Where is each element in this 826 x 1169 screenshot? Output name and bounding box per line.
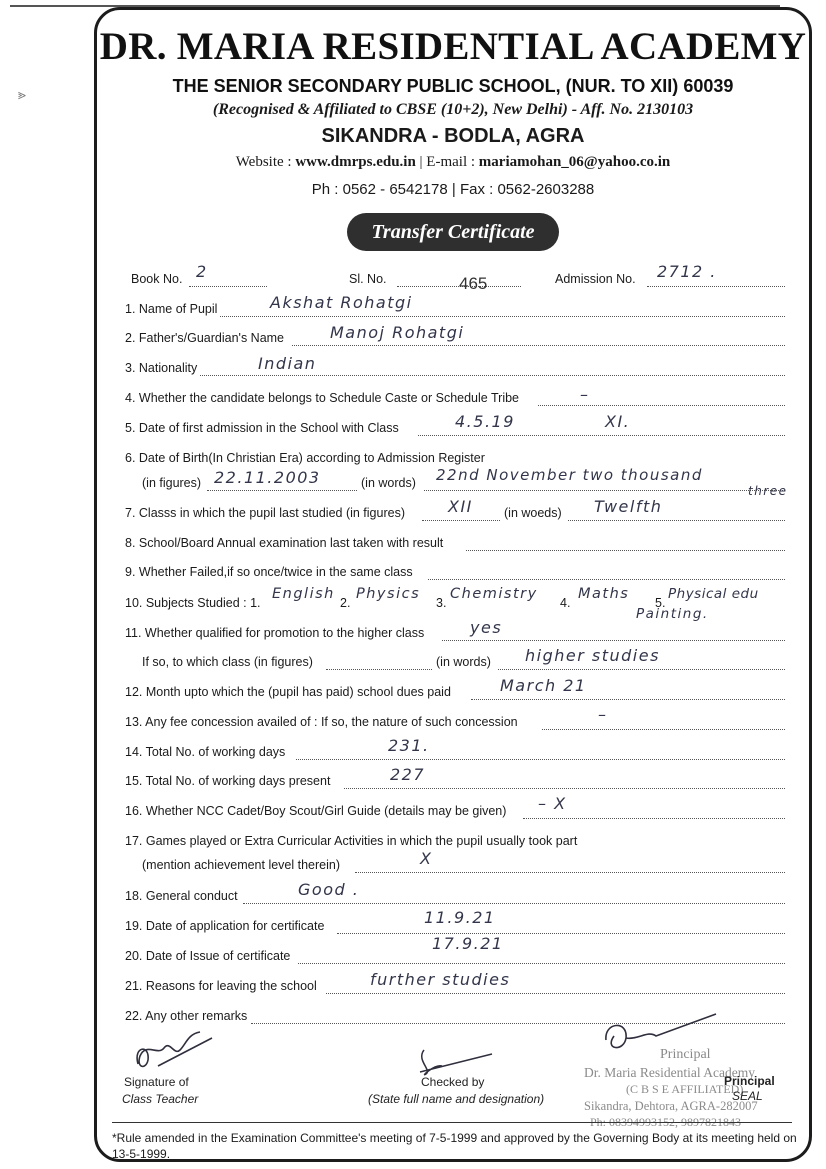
stamp-line-1: Principal bbox=[660, 1047, 711, 1062]
class-teacher-label-2: Class Teacher bbox=[122, 1092, 199, 1106]
school-code: 60039 bbox=[683, 76, 734, 96]
subject-4: Maths bbox=[578, 586, 630, 602]
email-value: mariamohan_06@yahoo.co.in bbox=[478, 154, 671, 170]
field-7-figures-value: XII bbox=[448, 497, 473, 516]
field-1-value: Akshat Rohatgi bbox=[270, 293, 413, 312]
field-4-value: – bbox=[580, 385, 590, 404]
school-contact-web bbox=[94, 154, 812, 171]
field-1-label: 1. Name of Pupil bbox=[125, 302, 218, 316]
subject-6: Painting. bbox=[636, 606, 709, 622]
field-11b-words-line bbox=[498, 669, 785, 670]
field-19-value: 11.9.21 bbox=[424, 908, 496, 927]
field-2-value: Manoj Rohatgi bbox=[330, 323, 465, 342]
field-7-figures-line bbox=[422, 520, 500, 521]
field-11b-figures-line bbox=[326, 669, 432, 670]
field-20-label: 20. Date of Issue of certificate bbox=[125, 949, 291, 963]
field-13-value: – bbox=[598, 705, 608, 724]
field-13-label: 13. Any fee concession availed of : If so, the nature of such concession bbox=[125, 715, 518, 729]
field-17-label: 17. Games played or Extra Curricular Activities in which the pupil usually took part bbox=[125, 834, 578, 848]
field-6-figures-label: (in figures) bbox=[142, 476, 202, 490]
field-3-value: Indian bbox=[258, 354, 317, 373]
field-4-label: 4. Whether the candidate belongs to Schedule Caste or Schedule Tribe bbox=[125, 391, 520, 405]
subject-1: English bbox=[272, 586, 335, 602]
field-17b-label: (mention achievement level therein) bbox=[142, 858, 341, 872]
field-5-class: XI. bbox=[605, 412, 631, 431]
field-6-label: 6. Date of Birth(In Christian Era) according to Admission Register bbox=[125, 451, 485, 465]
field-7-words-label: (in woeds) bbox=[504, 506, 562, 520]
field-8-label: 8. School/Board Annual examination last taken with result bbox=[125, 536, 444, 550]
principal-label: Principal bbox=[724, 1074, 775, 1088]
fax-value: | Fax : 0562-2603288 bbox=[451, 181, 595, 198]
field-7-words-value: Twelfth bbox=[594, 497, 663, 516]
school-location: SIKANDRA - BODLA, AGRA bbox=[321, 125, 585, 147]
field-11b-words-label: (in words) bbox=[436, 655, 491, 669]
subject-2-number: 2. bbox=[340, 596, 351, 610]
field-4-line bbox=[538, 405, 785, 406]
field-12-label: 12. Month upto which the (pupil has paid) school dues paid bbox=[125, 685, 451, 699]
field-14-line bbox=[296, 759, 785, 760]
email-label: | E-mail : bbox=[419, 154, 476, 170]
field-5-label: 5. Date of first admission in the School with Class bbox=[125, 421, 399, 435]
field-12-value: March 21 bbox=[500, 676, 587, 695]
footer-divider bbox=[112, 1122, 792, 1123]
field-16-value: – X bbox=[538, 794, 567, 813]
school-contact-phone bbox=[94, 181, 812, 198]
field-21-value: further studies bbox=[370, 970, 511, 989]
field-10-label: 10. Subjects Studied : 1. bbox=[125, 596, 261, 610]
field-17-value: X bbox=[420, 849, 433, 868]
field-6-words-line bbox=[424, 490, 785, 491]
sl-no-label: Sl. No. bbox=[349, 272, 387, 286]
field-16-line bbox=[523, 818, 785, 819]
state-name-label: (State full name and designation) bbox=[368, 1092, 545, 1106]
field-18-value: Good . bbox=[298, 880, 360, 899]
footer-rule-note: *Rule amended in the Examination Committee's meeting of 7-5-1999 and approved by the Governing Body at its meeting held on 13-5-1999. bbox=[112, 1131, 797, 1161]
book-no-value: 2 bbox=[196, 262, 208, 281]
admission-no-line bbox=[647, 286, 785, 287]
field-11b-words-value: higher studies bbox=[525, 646, 660, 665]
field-20-line bbox=[298, 963, 785, 964]
field-6-words-value: 22nd November two thousand bbox=[436, 466, 703, 484]
field-15-value: 227 bbox=[390, 765, 426, 784]
field-8-line bbox=[466, 550, 785, 551]
field-2-line bbox=[292, 345, 785, 346]
field-2-label: 2. Father's/Guardian's Name bbox=[125, 331, 285, 345]
field-14-value: 231. bbox=[388, 736, 430, 755]
school-subtitle-text: THE SENIOR SECONDARY PUBLIC SCHOOL, (NUR. TO XII) bbox=[172, 76, 679, 96]
field-20-value: 17.9.21 bbox=[432, 934, 504, 953]
book-no-label: Book No. bbox=[131, 272, 183, 286]
book-no-line bbox=[189, 286, 267, 287]
subject-5-number: 5. bbox=[655, 596, 666, 610]
field-18-line bbox=[243, 903, 785, 904]
school-name: DR. MARIA RESIDENTIAL ACADEMY bbox=[99, 25, 807, 68]
field-7-words-line bbox=[568, 520, 785, 521]
field-19-line bbox=[337, 933, 785, 934]
field-9-line bbox=[428, 579, 785, 580]
field-11-label: 11. Whether qualified for promotion to the higher class bbox=[125, 626, 425, 640]
class-teacher-signature bbox=[128, 1026, 218, 1076]
school-subtitle bbox=[94, 76, 812, 97]
field-1-line bbox=[220, 316, 785, 317]
field-19-label: 19. Date of application for certificate bbox=[125, 919, 325, 933]
subject-3-number: 3. bbox=[436, 596, 447, 610]
stamp-line-2: Dr. Maria Residential Academy bbox=[584, 1065, 755, 1080]
field-7-label: 7. Classs in which the pupil last studied (in figures) bbox=[125, 506, 405, 520]
field-13-line bbox=[542, 729, 785, 730]
field-3-line bbox=[200, 375, 785, 376]
field-6-words-continued: three bbox=[748, 484, 788, 498]
admission-no-value: 2712 . bbox=[657, 262, 717, 281]
scan-mark: ⪢ bbox=[18, 86, 26, 102]
website-value: www.dmrps.edu.in bbox=[295, 154, 416, 170]
field-17-line bbox=[355, 872, 785, 873]
field-22-label: 22. Any other remarks bbox=[125, 1009, 248, 1023]
field-6-figures-value: 22.11.2003 bbox=[214, 468, 321, 487]
checked-by-label: Checked by bbox=[421, 1075, 485, 1089]
field-15-label: 15. Total No. of working days present bbox=[125, 774, 331, 788]
field-16-label: 16. Whether NCC Cadet/Boy Scout/Girl Guide (details may be given) bbox=[125, 804, 507, 818]
field-6-figures-line bbox=[207, 490, 357, 491]
website-label: Website : bbox=[235, 154, 292, 170]
subject-2: Physics bbox=[356, 586, 421, 602]
certificate-title: Transfer Certificate bbox=[347, 213, 559, 251]
field-5-date: 4.5.19 bbox=[455, 412, 515, 431]
sl-no-value: 465 bbox=[459, 274, 488, 293]
stamp-line-3: (C B S E AFFILIATED) bbox=[626, 1082, 744, 1096]
field-18-label: 18. General conduct bbox=[125, 889, 238, 903]
field-11-line bbox=[442, 640, 785, 641]
field-15-line bbox=[344, 788, 785, 789]
field-6-words-label: (in words) bbox=[361, 476, 416, 490]
stamp-line-4: Sikandra, Dehtora, AGRA-282007 bbox=[584, 1099, 758, 1113]
field-12-line bbox=[471, 699, 785, 700]
phone-value: Ph : 0562 - 6542178 bbox=[311, 181, 448, 198]
subject-3: Chemistry bbox=[450, 586, 538, 602]
field-5-line bbox=[418, 435, 785, 436]
stamp-line-5: Ph: 08394993152, 9897821843 bbox=[590, 1115, 742, 1129]
field-9-label: 9. Whether Failed,if so once/twice in the same class bbox=[125, 565, 413, 579]
class-teacher-label-1: Signature of bbox=[124, 1075, 189, 1089]
field-11b-label: If so, to which class (in figures) bbox=[142, 655, 313, 669]
subject-4-number: 4. bbox=[560, 596, 571, 610]
admission-no-label: Admission No. bbox=[555, 272, 636, 286]
field-21-line bbox=[326, 993, 785, 994]
field-11-value: yes bbox=[470, 618, 503, 637]
seal-label: SEAL bbox=[732, 1089, 763, 1103]
field-3-label: 3. Nationality bbox=[125, 361, 198, 375]
field-21-label: 21. Reasons for leaving the school bbox=[125, 979, 317, 993]
school-recognition: (Recognised & Affiliated to CBSE (10+2), New Delhi) - Aff. No. 2130103 bbox=[212, 101, 694, 118]
subject-5: Physical edu bbox=[668, 586, 759, 602]
field-14-label: 14. Total No. of working days bbox=[125, 745, 286, 759]
